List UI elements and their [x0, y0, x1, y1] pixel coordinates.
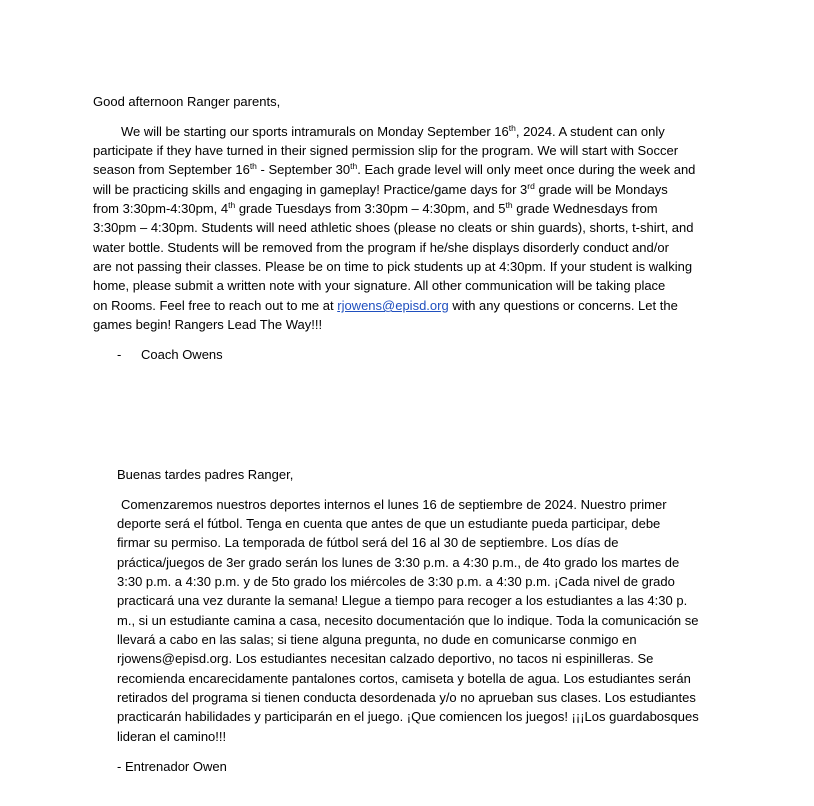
spanish-body-line: práctica/juegos de 3er grado serán los lunes de 3:30 p.m. a 4:30 p.m., de 4to grado los martes de	[117, 555, 680, 570]
spanish-body-line: Comenzaremos nuestros deportes internos el lunes 16 de septiembre de 2024. Nuestro primer	[121, 497, 667, 512]
english-body-line-7: water bottle. Students will be removed from the program if he/she displays disorderly conduct and/or	[93, 240, 669, 255]
spanish-body-line: recomienda encarecidamente pantalones cortos, camiseta y botella de agua. Los estudiantes serán	[117, 671, 691, 686]
english-body-line-4: will be practicing skills and engaging in gameplay! Practice/game days for 3rd grade will be Mondays	[93, 181, 668, 197]
spanish-body-line: rjowens@episd.org. Los estudiantes necesitan calzado deportivo, no tacos ni espinilleras. Se	[117, 651, 654, 666]
english-signature: Coach Owens	[141, 347, 223, 362]
english-body-line-6: 3:30pm – 4:30pm. Students will need athletic shoes (please no cleats or shin guards), shorts, t-shirt, and	[93, 220, 694, 235]
spanish-body-line: lideran el camino!!!	[117, 729, 227, 744]
spanish-body-line: m., si un estudiante camina a casa, necesito documentación que lo indique. Toda la comunicación se	[117, 613, 699, 628]
english-body-line-11: games begin! Rangers Lead The Way!!!	[93, 317, 323, 332]
english-greeting: Good afternoon Ranger parents,	[93, 94, 281, 109]
spanish-body-line: firmar su permiso. La temporada de fútbol será del 16 al 30 de septiembre. Los días de	[117, 535, 619, 550]
spanish-body-line: practicarán habilidades y participarán en el juego. ¡Que comiencen los juegos! ¡¡¡Los guardabosques	[117, 709, 699, 724]
spanish-body-line: retirados del programa si tienen conducta desordenada y/o no aprueban sus clases. Los estudiantes	[117, 690, 696, 705]
english-body-line-2: participate if they have turned in their signed permission slip for the program. We will start with Soccer	[93, 143, 679, 158]
spanish-body-line: llevará a cabo en las salas; si tiene alguna pregunta, no dude en comunicarse conmigo en	[117, 632, 637, 647]
spanish-signature: - Entrenador Owen	[117, 759, 227, 774]
email-link[interactable]: rjowens@episd.org	[337, 298, 449, 313]
spanish-greeting: Buenas tardes padres Ranger,	[117, 467, 294, 482]
english-body-line-5: from 3:30pm-4:30pm, 4th grade Tuesdays from 3:30pm – 4:30pm, and 5th grade Wednesdays from	[93, 200, 658, 216]
spanish-body-line: 3:30 p.m. a 4:30 p.m. y de 5to grado los miércoles de 3:30 p.m. a 4:30 p.m. ¡Cada nivel de grado	[117, 574, 675, 589]
english-body-line-3: season from September 16th - September 30th. Each grade level will only meet once during the week and	[93, 161, 696, 177]
spanish-body-line: practicará una vez durante la semana! Llegue a tiempo para recoger a los estudiantes a las 4:30 p.	[117, 593, 688, 608]
signature-bullet: -	[117, 347, 122, 362]
spanish-body-line: deporte será el fútbol. Tenga en cuenta que antes de que un estudiante pueda participar, debe	[117, 516, 661, 531]
english-body-line-9: home, please submit a written note with your signature. All other communication will be taking place	[93, 278, 666, 293]
english-body-line-8: are not passing their classes. Please be on time to pick students up at 4:30pm. If your student is walking	[93, 259, 693, 274]
english-body-line-1: We will be starting our sports intramurals on Monday September 16th, 2024. A student can only	[121, 123, 665, 139]
english-body-line-10: on Rooms. Feel free to reach out to me at rjowens@episd.org with any questions or concerns. Let the	[93, 298, 678, 313]
